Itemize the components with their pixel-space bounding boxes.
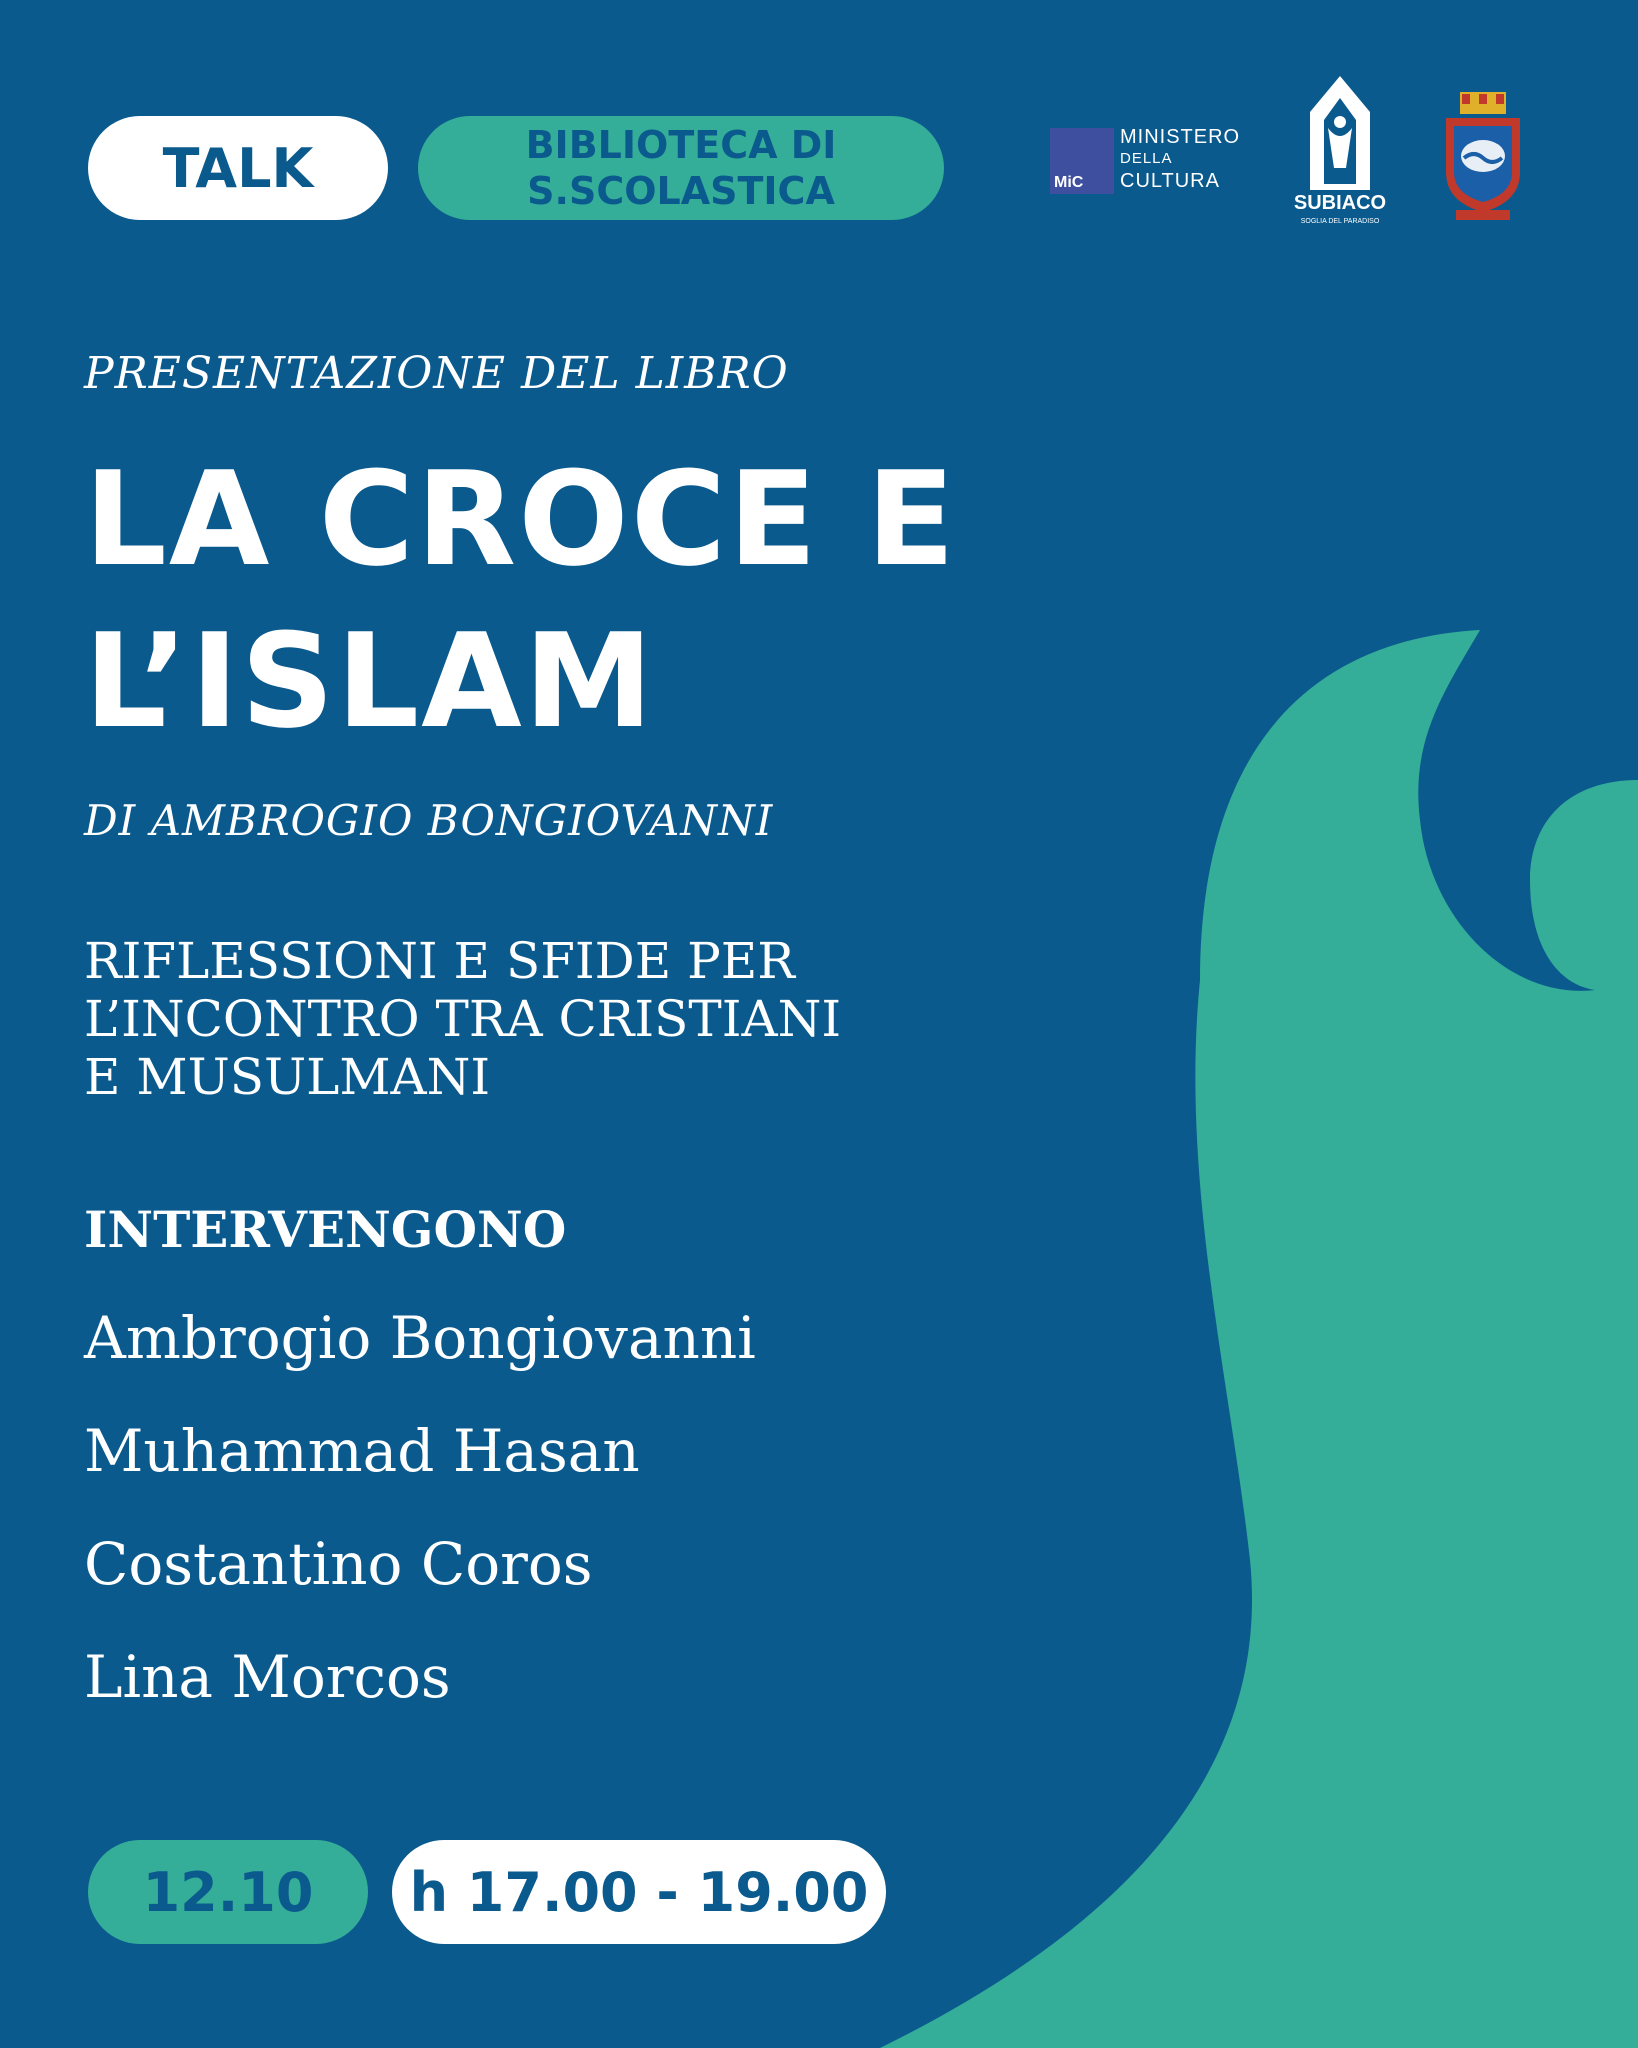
subtitle-line-3: E MUSULMANI	[84, 1048, 491, 1106]
mic-abbreviation: MiC	[1054, 174, 1084, 191]
speaker-name: Lina Morcos	[84, 1643, 451, 1711]
book-title-line-2: L’ISLAM	[84, 605, 656, 757]
book-author: DI AMBROGIO BONGIOVANNI	[84, 796, 774, 845]
speaker-name: Ambrogio Bongiovanni	[84, 1304, 756, 1372]
book-subtitle	[84, 932, 1044, 1106]
presentation-intro: PRESENTAZIONE DEL LIBRO	[84, 348, 789, 399]
town-coat-of-arms-icon	[1438, 92, 1528, 222]
venue-tag	[418, 116, 944, 220]
speakers-heading: INTERVENGONO	[84, 1200, 567, 1259]
wave-shape	[880, 630, 1638, 2048]
subiaco-tagline: SOGLIA DEL PARADISO	[1300, 218, 1380, 225]
subiaco-logo	[1280, 72, 1400, 252]
event-time-label: h 17.00 - 19.00	[409, 1860, 869, 1924]
ministry-culture-logo	[1050, 126, 1250, 196]
event-date-label: 12.10	[142, 1860, 314, 1924]
subiaco-arch-icon	[1280, 72, 1400, 192]
book-title	[84, 438, 957, 762]
event-date	[88, 1840, 368, 1944]
talk-tag	[88, 116, 388, 220]
ministry-name	[1120, 126, 1240, 192]
speaker-name: Costantino Coros	[84, 1530, 593, 1598]
ministry-line-1: MINISTERO	[1120, 126, 1241, 148]
venue-line-1: BIBLIOTECA DI	[525, 123, 837, 167]
speakers-list	[84, 1298, 756, 1750]
subtitle-line-1: RIFLESSIONI E SFIDE PER	[84, 932, 795, 990]
speaker-name: Muhammad Hasan	[84, 1417, 640, 1485]
ministry-line-2: DELLA	[1120, 150, 1173, 167]
talk-tag-label: TALK	[162, 136, 314, 200]
mic-emblem-icon	[1050, 128, 1114, 194]
event-time	[392, 1840, 886, 1944]
ministry-line-3: CULTURA	[1120, 170, 1220, 192]
venue-line-2: S.SCOLASTICA	[527, 169, 835, 213]
book-title-line-1: LA CROCE E	[84, 443, 957, 595]
subiaco-name: SUBIACO	[1293, 192, 1387, 214]
subtitle-line-2: L’INCONTRO TRA CRISTIANI	[84, 990, 842, 1048]
